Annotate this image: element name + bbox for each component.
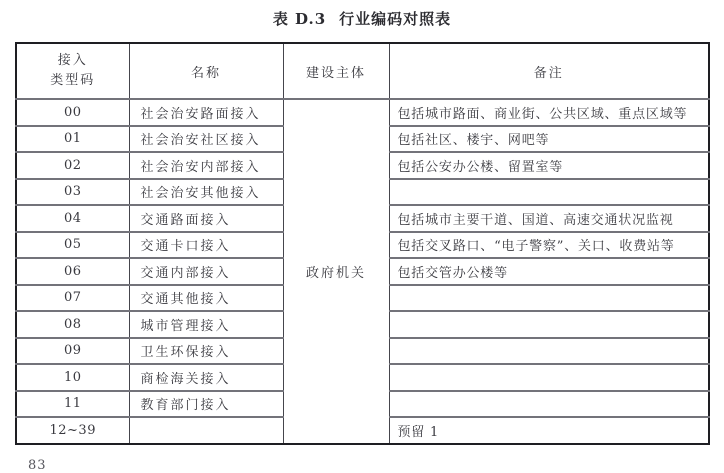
cell-name: 社会治安其他接入 — [129, 179, 283, 206]
col-header-code-line1: 接入 — [57, 52, 88, 68]
cell-name — [129, 417, 283, 444]
table-title-number: 表 D.3 — [272, 10, 327, 28]
col-header-access-type-code — [16, 43, 129, 99]
cell-remark: 包括交叉路口、“电子警察”、关口、收费站等 — [389, 232, 709, 259]
cell-access-type-code: 00 — [16, 99, 129, 126]
industry-code-table — [15, 42, 710, 445]
cell-remark — [389, 311, 709, 338]
cell-access-type-code: 07 — [16, 285, 129, 312]
cell-access-type-code: 05 — [16, 232, 129, 259]
cell-name: 社会治安路面接入 — [129, 99, 283, 126]
cell-name: 交通其他接入 — [129, 285, 283, 312]
cell-name: 教育部门接入 — [129, 391, 283, 418]
table-title — [0, 8, 724, 29]
cell-access-type-code: 09 — [16, 338, 129, 365]
cell-remark: 预留 1 — [389, 417, 709, 444]
cell-access-type-code: 04 — [16, 205, 129, 232]
table-row — [16, 99, 709, 126]
cell-remark — [389, 285, 709, 312]
cell-name: 商检海关接入 — [129, 364, 283, 391]
cell-access-type-code: 02 — [16, 152, 129, 179]
cell-remark — [389, 338, 709, 365]
cell-name: 卫生环保接入 — [129, 338, 283, 365]
cell-access-type-code: 08 — [16, 311, 129, 338]
cell-builder-merged: 政府机关 — [283, 99, 389, 444]
cell-remark — [389, 391, 709, 418]
cell-access-type-code: 12~39 — [16, 417, 129, 444]
col-header-builder: 建设主体 — [283, 43, 389, 99]
cell-remark: 包括交管办公楼等 — [389, 258, 709, 285]
col-header-remark: 备注 — [389, 43, 709, 99]
cell-name: 交通路面接入 — [129, 205, 283, 232]
cell-access-type-code: 11 — [16, 391, 129, 418]
cell-remark: 包括社区、楼宇、网吧等 — [389, 126, 709, 153]
cell-name: 社会治安内部接入 — [129, 152, 283, 179]
cell-access-type-code: 06 — [16, 258, 129, 285]
cell-access-type-code: 10 — [16, 364, 129, 391]
table-body — [16, 99, 709, 444]
cell-name: 社会治安社区接入 — [129, 126, 283, 153]
table-title-text: 行业编码对照表 — [339, 10, 452, 28]
cell-remark — [389, 364, 709, 391]
header-row — [16, 43, 709, 99]
cell-remark: 包括城市路面、商业街、公共区域、重点区域等 — [389, 99, 709, 126]
cell-remark — [389, 179, 709, 206]
cell-remark: 包括城市主要干道、国道、高速交通状况监视 — [389, 205, 709, 232]
cell-name: 交通内部接入 — [129, 258, 283, 285]
col-header-code-line2: 类型码 — [50, 73, 96, 88]
cell-access-type-code: 03 — [16, 179, 129, 206]
table-header — [16, 43, 709, 99]
page-number: 83 — [28, 458, 47, 473]
cell-name: 城市管理接入 — [129, 311, 283, 338]
cell-remark: 包括公安办公楼、留置室等 — [389, 152, 709, 179]
cell-name: 交通卡口接入 — [129, 232, 283, 259]
col-header-name: 名称 — [129, 43, 283, 99]
cell-access-type-code: 01 — [16, 126, 129, 153]
